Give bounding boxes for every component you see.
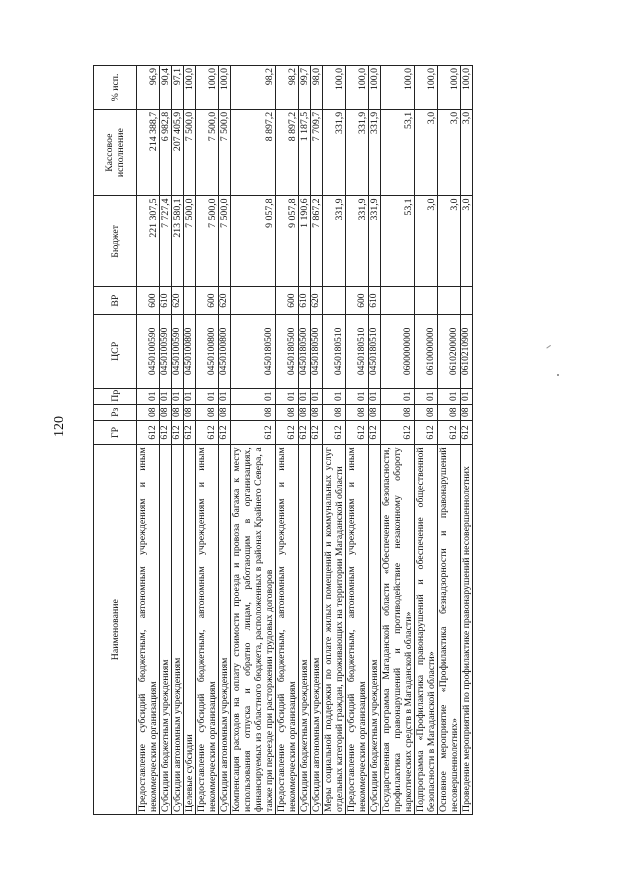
cell-name: Целевые субсидии bbox=[184, 445, 196, 815]
cell-csr: 0450180500 bbox=[231, 315, 276, 389]
cell-csr: 0450100590 bbox=[172, 315, 184, 389]
cell-budget: 7 727,4 bbox=[160, 196, 172, 287]
cell-gr: 612 bbox=[311, 420, 323, 445]
cell-name: Подпрограмма «Профилактика правонарушений и обеспечение общественной безопасности в Магаданской области» bbox=[415, 445, 438, 815]
cell-name: Основное мероприятие «Профилактика безнадзорности и правонарушений несовершеннолетних» bbox=[438, 445, 461, 815]
cell-pr: 01 bbox=[323, 388, 346, 404]
cell-name: Предоставление субсидий бюджетным, автономным учреждениям и иным некоммерческим организациям bbox=[137, 445, 160, 815]
cell-pct: 100,0 bbox=[219, 66, 231, 110]
cell-budget: 331,9 bbox=[369, 196, 381, 287]
cell-pr: 01 bbox=[172, 388, 184, 404]
cell-exec: 331,9 bbox=[346, 109, 369, 196]
cell-gr: 612 bbox=[299, 420, 311, 445]
cell-budget: 3,0 bbox=[461, 196, 473, 287]
cell-name: Субсидии автономным учреждениям bbox=[219, 445, 231, 815]
cell-gr: 612 bbox=[369, 420, 381, 445]
cell-name: Меры социальной поддержки по оплате жилых помещений и коммунальных услуг отдельных категорий граждан, проживающих на территории Магаданской области bbox=[323, 445, 346, 815]
cell-vr: 610 bbox=[160, 287, 172, 315]
header-pct: % исп. bbox=[94, 66, 137, 110]
page-number: 120 bbox=[52, 416, 67, 437]
cell-gr: 612 bbox=[381, 420, 415, 445]
cell-exec: 7 500,0 bbox=[219, 109, 231, 196]
table-row bbox=[184, 66, 196, 815]
cell-pct: 90,4 bbox=[160, 66, 172, 110]
cell-vr: 610 bbox=[369, 287, 381, 315]
cell-vr: 600 bbox=[196, 287, 219, 315]
cell-pr: 01 bbox=[276, 388, 299, 404]
table-row bbox=[196, 66, 219, 815]
cell-name: Предоставление субсидий бюджетным, автономным учреждениям и иным некоммерческим организациям bbox=[196, 445, 219, 815]
cell-vr bbox=[184, 287, 196, 315]
cell-rz: 08 bbox=[415, 404, 438, 420]
cell-vr bbox=[381, 287, 415, 315]
cell-gr: 612 bbox=[323, 420, 346, 445]
cell-csr: 0450180500 bbox=[311, 315, 323, 389]
cell-exec: 207 405,9 bbox=[172, 109, 184, 196]
cell-pr: 01 bbox=[369, 388, 381, 404]
table-row bbox=[231, 66, 276, 815]
cell-vr bbox=[231, 287, 276, 315]
budget-table bbox=[93, 65, 473, 815]
cell-name: Компенсация расходов на оплату стоимости проезда и провоза багажа к месту использования отпуска и обратно лицам, работающим в организациях, финансируемых из областного бюджета, расположенных в районах Крайнего Севера, а также при переезде при расторжении трудовых договоров bbox=[231, 445, 276, 815]
table-row bbox=[137, 66, 160, 815]
cell-budget: 213 580,1 bbox=[172, 196, 184, 287]
rotated-table-wrapper bbox=[93, 65, 473, 815]
cell-vr bbox=[461, 287, 473, 315]
cell-vr: 620 bbox=[219, 287, 231, 315]
cell-name: Предоставление субсидий бюджетным, автономным учреждениям и иным некоммерческим организациям bbox=[346, 445, 369, 815]
cell-rz: 08 bbox=[196, 404, 219, 420]
cell-pct: 98,2 bbox=[231, 66, 276, 110]
table-row bbox=[415, 66, 438, 815]
cell-csr: 0450180500 bbox=[276, 315, 299, 389]
table-row bbox=[346, 66, 369, 815]
cell-csr: 0610000000 bbox=[415, 315, 438, 389]
cell-exec: 331,9 bbox=[369, 109, 381, 196]
cell-csr: 0610200000 bbox=[438, 315, 461, 389]
cell-gr: 612 bbox=[438, 420, 461, 445]
cell-vr: 620 bbox=[172, 287, 184, 315]
cell-gr: 612 bbox=[461, 420, 473, 445]
cell-rz: 08 bbox=[299, 404, 311, 420]
header-exec: Кассовое исполнение bbox=[94, 109, 137, 196]
table-row bbox=[172, 66, 184, 815]
cell-budget: 9 057,8 bbox=[276, 196, 299, 287]
cell-vr: 610 bbox=[299, 287, 311, 315]
cell-budget: 331,9 bbox=[323, 196, 346, 287]
cell-pct: 100,0 bbox=[323, 66, 346, 110]
cell-csr: 0450100590 bbox=[137, 315, 160, 389]
scan-speck bbox=[546, 345, 552, 351]
table-row bbox=[461, 66, 473, 815]
cell-vr bbox=[323, 287, 346, 315]
cell-pct: 100,0 bbox=[415, 66, 438, 110]
cell-gr: 612 bbox=[219, 420, 231, 445]
cell-vr: 600 bbox=[346, 287, 369, 315]
cell-pct: 100,0 bbox=[381, 66, 415, 110]
table-row bbox=[219, 66, 231, 815]
cell-pr: 01 bbox=[231, 388, 276, 404]
cell-pr: 01 bbox=[346, 388, 369, 404]
cell-name: Субсидии бюджетным учреждениям bbox=[160, 445, 172, 815]
cell-exec: 331,9 bbox=[323, 109, 346, 196]
cell-budget: 3,0 bbox=[438, 196, 461, 287]
cell-csr: 0600000000 bbox=[381, 315, 415, 389]
cell-rz: 08 bbox=[219, 404, 231, 420]
cell-exec: 1 187,5 bbox=[299, 109, 311, 196]
cell-pct: 96,9 bbox=[137, 66, 160, 110]
cell-name: Субсидии бюджетным учреждениям bbox=[299, 445, 311, 815]
cell-csr: 0450100800 bbox=[196, 315, 219, 389]
cell-csr: 0450180500 bbox=[299, 315, 311, 389]
header-gr: ГР bbox=[94, 420, 137, 445]
cell-exec: 6 982,8 bbox=[160, 109, 172, 196]
cell-gr: 612 bbox=[415, 420, 438, 445]
cell-csr: 0450100800 bbox=[184, 315, 196, 389]
cell-gr: 612 bbox=[160, 420, 172, 445]
header-pr: Пр bbox=[94, 388, 137, 404]
cell-vr bbox=[438, 287, 461, 315]
cell-exec: 8 897,2 bbox=[231, 109, 276, 196]
cell-budget: 7 500,0 bbox=[219, 196, 231, 287]
cell-budget: 7 500,0 bbox=[196, 196, 219, 287]
cell-budget: 53,1 bbox=[381, 196, 415, 287]
cell-gr: 612 bbox=[276, 420, 299, 445]
cell-rz: 08 bbox=[160, 404, 172, 420]
cell-rz: 08 bbox=[369, 404, 381, 420]
cell-exec: 8 897,2 bbox=[276, 109, 299, 196]
cell-rz: 08 bbox=[311, 404, 323, 420]
cell-budget: 7 500,0 bbox=[184, 196, 196, 287]
header-vr: ВР bbox=[94, 287, 137, 315]
header-rz: Рз bbox=[94, 404, 137, 420]
cell-pct: 99,7 bbox=[299, 66, 311, 110]
cell-pct: 100,0 bbox=[369, 66, 381, 110]
table-row bbox=[276, 66, 299, 815]
cell-pr: 01 bbox=[311, 388, 323, 404]
cell-rz: 08 bbox=[231, 404, 276, 420]
cell-rz: 08 bbox=[172, 404, 184, 420]
cell-vr: 600 bbox=[137, 287, 160, 315]
cell-rz: 08 bbox=[346, 404, 369, 420]
cell-csr: 0450100800 bbox=[219, 315, 231, 389]
cell-pr: 01 bbox=[415, 388, 438, 404]
cell-vr: 600 bbox=[276, 287, 299, 315]
cell-rz: 08 bbox=[381, 404, 415, 420]
cell-pr: 01 bbox=[160, 388, 172, 404]
cell-pct: 100,0 bbox=[184, 66, 196, 110]
cell-exec: 214 388,7 bbox=[137, 109, 160, 196]
cell-pct: 98,0 bbox=[311, 66, 323, 110]
cell-csr: 0450100590 bbox=[160, 315, 172, 389]
cell-budget: 1 190,6 bbox=[299, 196, 311, 287]
cell-pr: 01 bbox=[196, 388, 219, 404]
cell-gr: 612 bbox=[196, 420, 219, 445]
cell-pr: 01 bbox=[299, 388, 311, 404]
cell-csr: 0450180510 bbox=[346, 315, 369, 389]
cell-gr: 612 bbox=[184, 420, 196, 445]
cell-name: Субсидии бюджетным учреждениям bbox=[369, 445, 381, 815]
table-row bbox=[299, 66, 311, 815]
table-row bbox=[381, 66, 415, 815]
cell-pr: 01 bbox=[219, 388, 231, 404]
cell-budget: 7 867,2 bbox=[311, 196, 323, 287]
cell-pr: 01 bbox=[461, 388, 473, 404]
cell-pr: 01 bbox=[184, 388, 196, 404]
header-row bbox=[94, 66, 137, 815]
cell-exec: 3,0 bbox=[461, 109, 473, 196]
cell-rz: 08 bbox=[323, 404, 346, 420]
cell-pct: 100,0 bbox=[196, 66, 219, 110]
table-row bbox=[323, 66, 346, 815]
cell-exec: 7 500,0 bbox=[196, 109, 219, 196]
table-row bbox=[311, 66, 323, 815]
cell-vr: 620 bbox=[311, 287, 323, 315]
cell-rz: 08 bbox=[276, 404, 299, 420]
cell-name: Предоставление субсидий бюджетным, автономным учреждениям и иным некоммерческим организациям bbox=[276, 445, 299, 815]
table-row bbox=[438, 66, 461, 815]
cell-exec: 7 709,7 bbox=[311, 109, 323, 196]
cell-gr: 612 bbox=[172, 420, 184, 445]
cell-pct: 100,0 bbox=[346, 66, 369, 110]
cell-pct: 98,2 bbox=[276, 66, 299, 110]
cell-pct: 100,0 bbox=[461, 66, 473, 110]
cell-gr: 612 bbox=[231, 420, 276, 445]
cell-pr: 01 bbox=[381, 388, 415, 404]
cell-csr: 0610210900 bbox=[461, 315, 473, 389]
table-row bbox=[369, 66, 381, 815]
cell-csr: 0450180510 bbox=[323, 315, 346, 389]
cell-pct: 97,1 bbox=[172, 66, 184, 110]
table-row bbox=[160, 66, 172, 815]
table-body bbox=[137, 66, 473, 815]
scan-dot bbox=[557, 374, 559, 376]
cell-rz: 08 bbox=[438, 404, 461, 420]
cell-rz: 08 bbox=[137, 404, 160, 420]
cell-gr: 612 bbox=[137, 420, 160, 445]
cell-csr: 0450180510 bbox=[369, 315, 381, 389]
cell-name: Субсидии автономным учреждениям bbox=[172, 445, 184, 815]
cell-pr: 01 bbox=[438, 388, 461, 404]
cell-name: Субсидии автономным учреждениям bbox=[311, 445, 323, 815]
cell-rz: 08 bbox=[461, 404, 473, 420]
cell-pct: 100,0 bbox=[438, 66, 461, 110]
cell-exec: 3,0 bbox=[415, 109, 438, 196]
cell-exec: 7 500,0 bbox=[184, 109, 196, 196]
cell-gr: 612 bbox=[346, 420, 369, 445]
cell-budget: 9 057,8 bbox=[231, 196, 276, 287]
cell-exec: 53,1 bbox=[381, 109, 415, 196]
header-budget: Бюджет bbox=[94, 196, 137, 287]
cell-name: Государственная программа Магаданской области «Обеспечение безопасности, профилактика правонарушений и противодействие незаконному обороту наркотических средств в Магаданской области» bbox=[381, 445, 415, 815]
cell-pr: 01 bbox=[137, 388, 160, 404]
header-name: Наименование bbox=[94, 445, 137, 815]
cell-rz: 08 bbox=[184, 404, 196, 420]
cell-vr bbox=[415, 287, 438, 315]
cell-budget: 221 307,5 bbox=[137, 196, 160, 287]
header-csr: ЦСР bbox=[94, 315, 137, 389]
cell-exec: 3,0 bbox=[438, 109, 461, 196]
cell-name: Проведение мероприятий по профилактике правонарушений несовершеннолетних bbox=[461, 445, 473, 815]
cell-budget: 331,9 bbox=[346, 196, 369, 287]
cell-budget: 3,0 bbox=[415, 196, 438, 287]
